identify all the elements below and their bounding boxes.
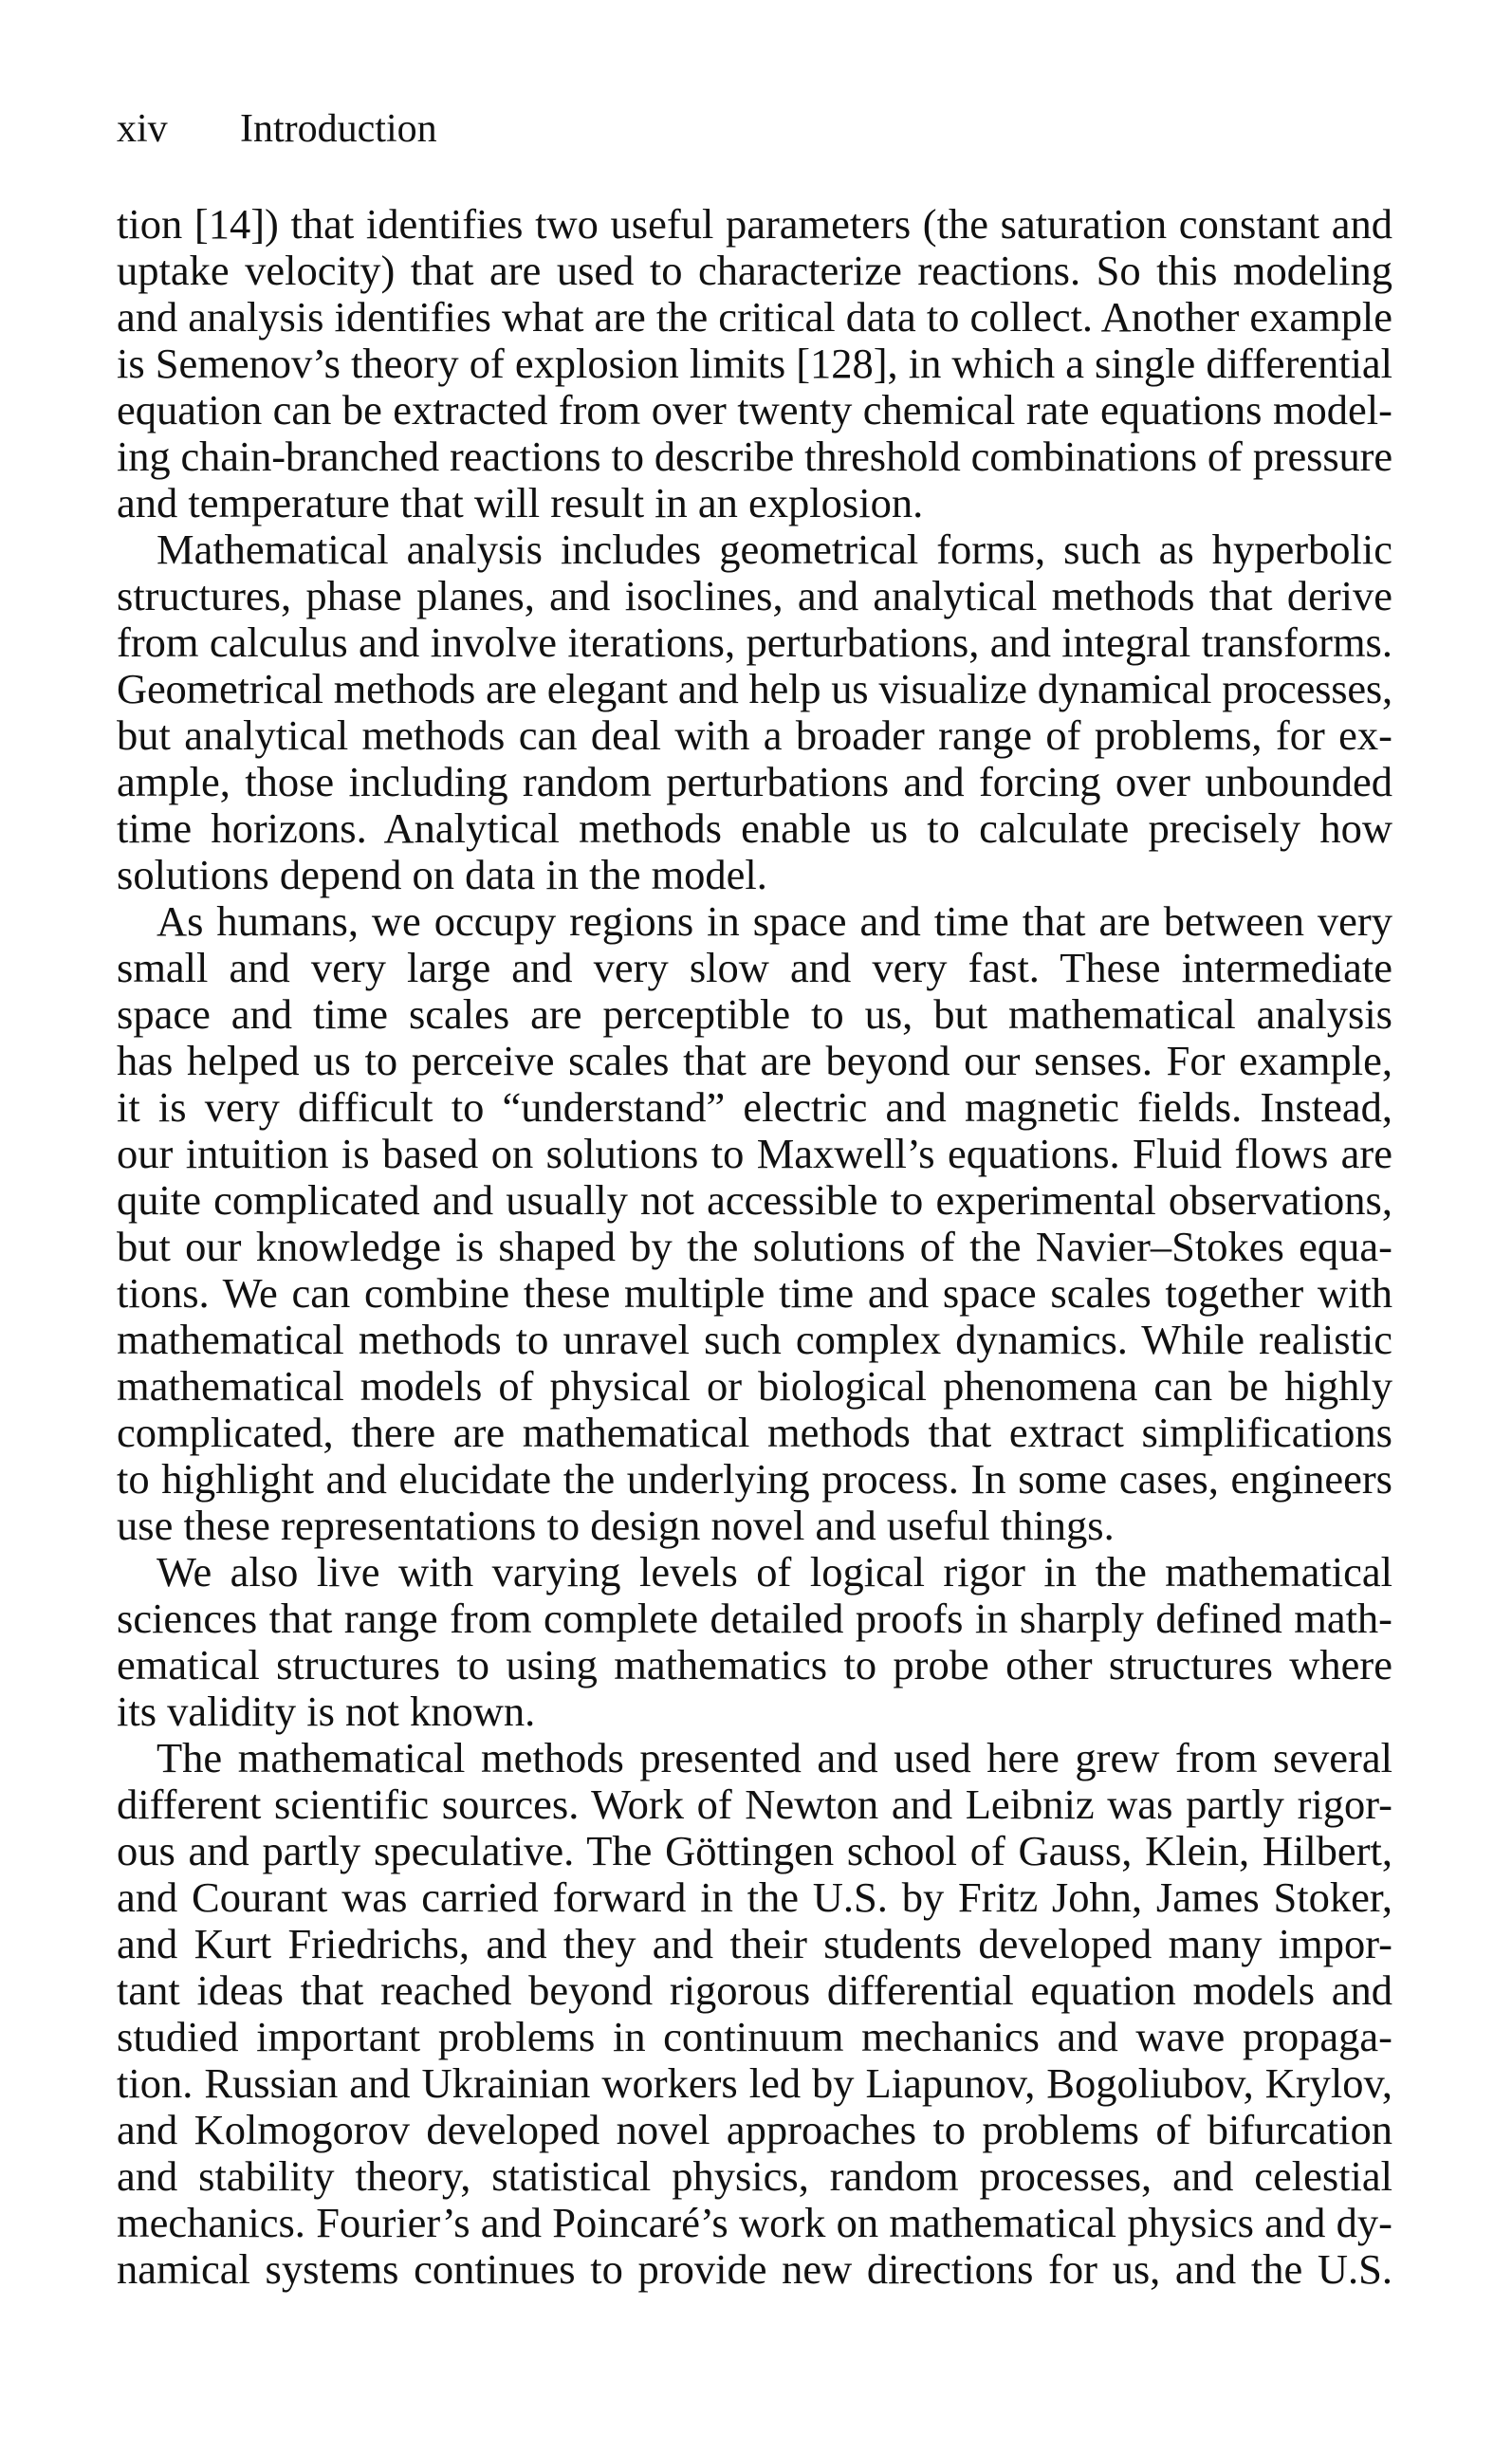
text-line: uptake velocity) that are used to characterize reactions. So this modeling — [117, 247, 1392, 294]
page-number: xiv — [117, 107, 168, 151]
paragraph-4 — [117, 1549, 1392, 1735]
text-line: space and time scales are perceptible to us, but mathematical analysis — [117, 990, 1392, 1038]
text-line: but analytical methods can deal with a broader range of problems, for ex- — [117, 711, 1392, 759]
text-line: and Courant was carried forward in the U.S. by Fritz John, James Stoker, — [117, 1873, 1392, 1921]
text-line: mathematical methods to unravel such complex dynamics. While realistic — [117, 1316, 1392, 1363]
text-line: and stability theory, statistical physics, random processes, and celestial — [117, 2152, 1392, 2200]
text-line: ous and partly speculative. The Göttingen school of Gauss, Klein, Hilbert, — [117, 1827, 1392, 1874]
text-line: has helped us to perceive scales that are beyond our senses. For example, — [117, 1037, 1392, 1084]
text-line: namical systems continues to provide new directions for us, and the U.S. — [117, 2245, 1392, 2293]
text-line: it is very difficult to “understand” electric and magnetic fields. Instead, — [117, 1083, 1392, 1131]
text-line: The mathematical methods presented and used here grew from several — [157, 1734, 1392, 1781]
text-line: solutions depend on data in the model. — [117, 851, 767, 898]
body-text — [117, 201, 1392, 2293]
paragraph-1 — [117, 201, 1392, 526]
text-line: and temperature that will result in an explosion. — [117, 479, 924, 526]
text-line: sciences that range from complete detailed proofs in sharply defined math- — [117, 1595, 1392, 1642]
paragraph-3 — [117, 898, 1392, 1549]
paragraph-5 — [117, 1735, 1392, 2293]
text-line: our intuition is based on solutions to Maxwell’s equations. Fluid flows are — [117, 1130, 1392, 1177]
text-line: tions. We can combine these multiple time and space scales together with — [117, 1269, 1392, 1317]
text-line: use these representations to design novel and useful things. — [117, 1502, 1115, 1549]
text-line: and analysis identifies what are the critical data to collect. Another example — [117, 293, 1392, 341]
text-line: tion [14]) that identifies two useful parameters (the saturation constant and — [117, 200, 1392, 248]
text-line: mathematical models of physical or biological phenomena can be highly — [117, 1362, 1392, 1410]
text-line: its validity is not known. — [117, 1688, 536, 1735]
text-line: small and very large and very slow and very fast. These intermediate — [117, 944, 1392, 991]
text-line: but our knowledge is shaped by the solutions of the Navier–Stokes equa- — [117, 1223, 1392, 1270]
text-line: studied important problems in continuum mechanics and wave propaga- — [117, 2013, 1392, 2060]
text-line: complicated, there are mathematical methods that extract simplifications — [117, 1409, 1392, 1456]
text-line: ematical structures to using mathematics to probe other structures where — [117, 1641, 1392, 1688]
text-line: Mathematical analysis includes geometrical forms, such as hyperbolic — [157, 526, 1392, 573]
text-line: tion. Russian and Ukrainian workers led by Liapunov, Bogoliubov, Krylov, — [117, 2059, 1392, 2107]
text-line: As humans, we occupy regions in space and time that are between very — [157, 897, 1392, 945]
text-line: ample, those including random perturbations and forcing over unbounded — [117, 758, 1392, 805]
text-line: and Kurt Friedrichs, and they and their students developed many impor- — [117, 1920, 1392, 1967]
text-line: is Semenov’s theory of explosion limits [128], in which a single differential — [117, 340, 1392, 387]
section-title: Introduction — [240, 107, 437, 151]
text-line: and Kolmogorov developed novel approaches to problems of bifurcation — [117, 2106, 1392, 2153]
text-line: mechanics. Fourier’s and Poincaré’s work on mathematical physics and dy- — [117, 2199, 1392, 2246]
text-line: We also live with varying levels of logical rigor in the mathematical — [157, 1548, 1392, 1596]
paragraph-2 — [117, 526, 1392, 898]
text-line: equation can be extracted from over twenty chemical rate equations model- — [117, 386, 1392, 434]
text-line: quite complicated and usually not accessible to experimental observations, — [117, 1176, 1392, 1224]
text-line: ing chain-branched reactions to describe threshold combinations of pressure — [117, 433, 1392, 480]
text-line: structures, phase planes, and isoclines, and analytical methods that derive — [117, 572, 1392, 619]
text-line: from calculus and involve iterations, perturbations, and integral transforms. — [117, 618, 1392, 666]
text-line: time horizons. Analytical methods enable us to calculate precisely how — [117, 804, 1392, 852]
text-line: different scientific sources. Work of Newton and Leibniz was partly rigor- — [117, 1781, 1392, 1828]
text-line: to highlight and elucidate the underlying process. In some cases, engineers — [117, 1455, 1392, 1503]
text-line: Geometrical methods are elegant and help us visualize dynamical processes, — [117, 665, 1392, 712]
text-line: tant ideas that reached beyond rigorous differential equation models and — [117, 1966, 1392, 2014]
